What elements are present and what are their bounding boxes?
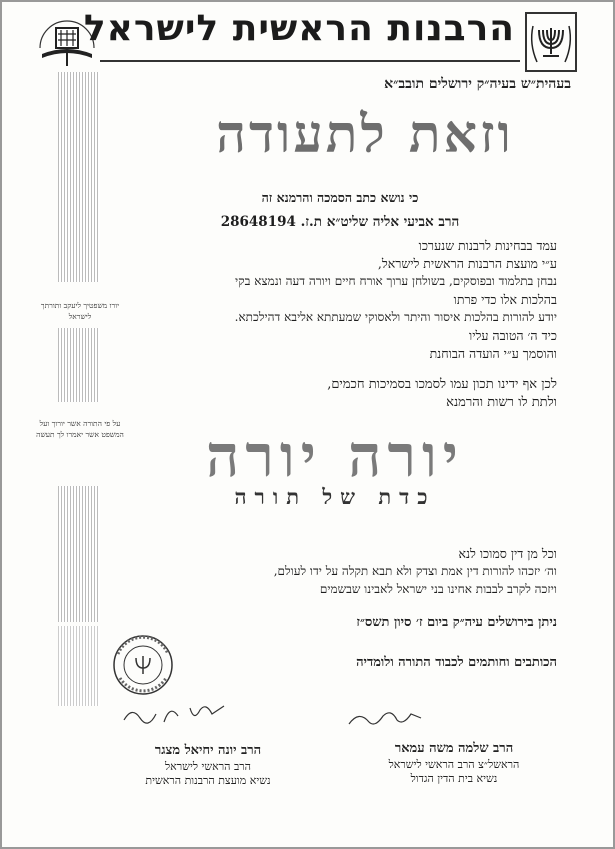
decorative-pillar: [58, 626, 100, 706]
side-note: על פי התורה אשר יורוך ועל המשפט אשר יאמרו לך תעשה: [36, 419, 124, 439]
body-line: יודע להורות בהלכות איסור והיתר ולאסוקי שמעתתא אליבא דהילכתא.: [234, 310, 557, 324]
certificate-title: וזאת לתעודה: [216, 104, 514, 165]
kedat-title: כדת של תורה: [234, 484, 436, 509]
body-line: נבחן בתלמוד ובפוסקים, בשולחן ערוך אורח חיים ויורה דעה ונמצא בקי: [235, 274, 557, 288]
signature-left-icon: [120, 700, 230, 728]
page-header-title: הרבנות הראשית לישראל: [83, 8, 515, 49]
official-stamp-icon: [112, 634, 174, 696]
decorative-pillar: [58, 486, 100, 622]
body-line: כיד ה׳ הטובה עליו: [469, 328, 557, 343]
side-note: יורו משפטיך ליעקב ותורתך לישראל: [40, 301, 120, 321]
decorative-pillar: [58, 72, 100, 282]
signing-line: הכותבים וחותמים לכבוד התורה ולומדיה: [356, 655, 557, 670]
body-line: והוסמך ע״י הועדה הבוחנת: [429, 346, 557, 361]
signature-right-icon: [345, 706, 425, 730]
signature-right-title: נשיא בית הדין הגדול: [410, 772, 498, 785]
body-line: בהלכות אלו כדי פרתו: [453, 292, 557, 307]
decorative-pillar: [58, 328, 100, 402]
signature-right-title: הראשל״צ הרב הראשי לישראל: [388, 758, 520, 771]
signature-left-title: נשיא מועצת הרבנות הראשית: [145, 774, 271, 787]
body-line: עמד בבחינות לרבנות שנערכו: [418, 238, 557, 253]
header-divider: [100, 60, 520, 62]
conclusion-line: ולתת לו רשות והרמנא: [446, 395, 557, 410]
closing-line: ויזכה לקרב לבבות אחינו בני ישראל לאבינו שבשמים: [319, 582, 557, 596]
conclusion-line: לכן אף ידינו תכון עמו לסמכו בסמיכות חכמים,: [327, 377, 557, 392]
date-line: ניתן בירושלים עיה״ק ביום ז׳ סיון תשס״ז: [356, 615, 557, 630]
yoreh-yoreh-title: יורה יורה: [206, 422, 464, 490]
closing-line: וה׳ יזכהו להורות דין אמת וצדק ולא תבא תקלה על ידו לעולם,: [273, 564, 557, 578]
body-line: ע״י מועצת הרבנות הראשית לישראל,: [377, 256, 557, 271]
signature-left-name: הרב יונה יחיאל מצגר: [154, 743, 262, 758]
closing-line: וכל מן דין סמוכו לנא: [458, 546, 557, 561]
signature-right-name: הרב שלמה משה עמאר: [394, 741, 514, 756]
state-emblem-icon: [525, 12, 577, 72]
header-subline: בעהית״ש בעיה״ק ירושלים תובב״א: [384, 76, 571, 92]
recipient-line: הרב אביעי אליה שליט״א ת.ז. 28648194: [220, 214, 460, 230]
signature-left-title: הרב הראשי לישראל: [165, 760, 251, 773]
body-line: כי נושא כתב הסמכה והרמנא זה: [261, 190, 419, 205]
